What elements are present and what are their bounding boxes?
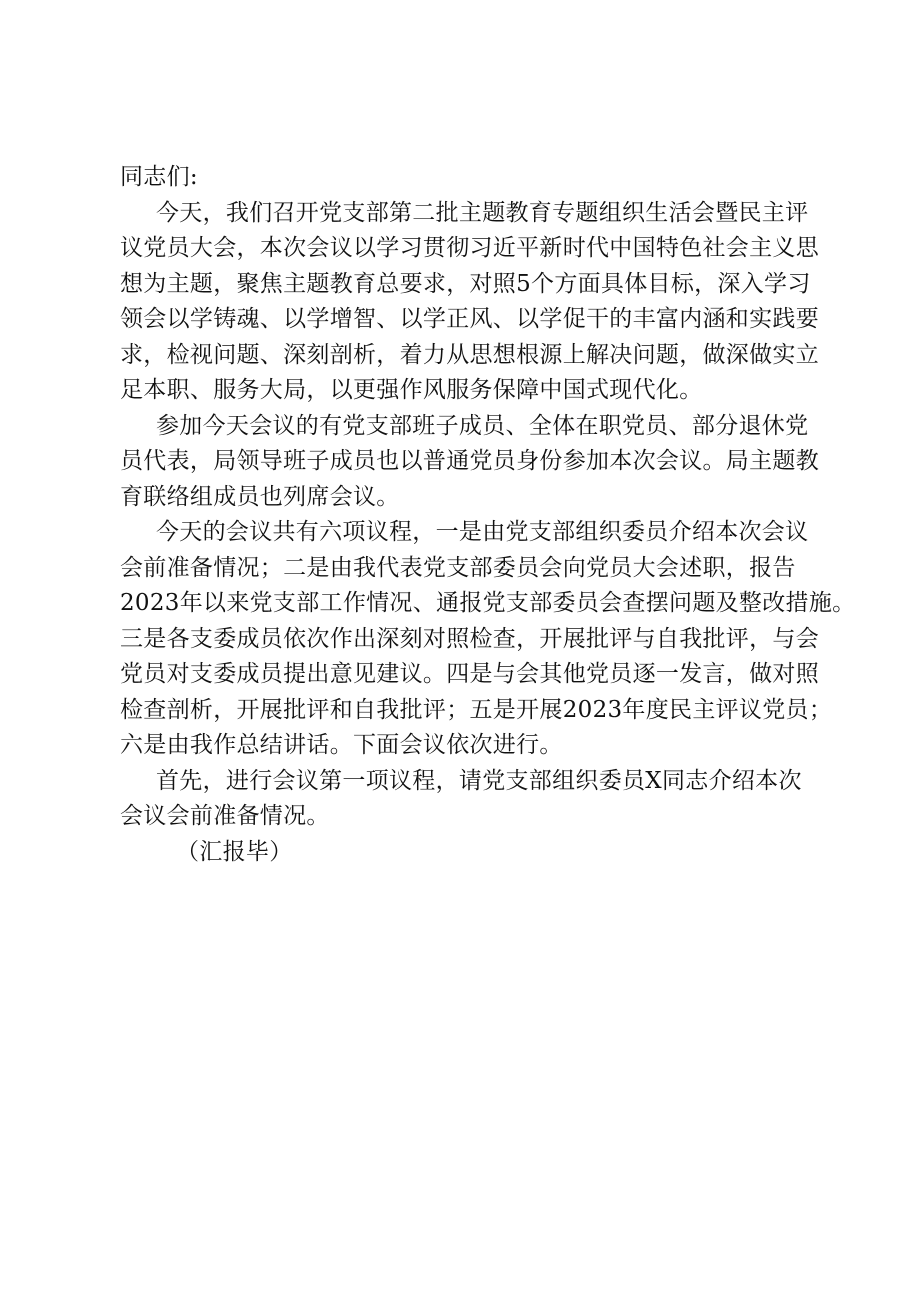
paragraph-line: 参加今天会议的有党支部班子成员、全体在职党员、部分退休党 [156, 412, 809, 439]
paragraph-opening [120, 196, 820, 409]
paragraph-agenda [120, 515, 856, 764]
paragraph-line: 党员对支委成员提出意见建议。四是与会其他党员逐一发言，做对照 [120, 661, 819, 687]
paragraph-line: 今天的会议共有六项议程，一是由党支部组织委员介绍本次会议 [156, 519, 809, 545]
report-finished-note: （汇报毕） [176, 838, 293, 865]
paragraph-line: 六是由我作总结讲话。下面会议依次进行。 [120, 732, 563, 758]
paragraph-line: 会议会前准备情况。 [120, 803, 330, 829]
paragraph-line: 今天，我们召开党支部第二批主题教育专题组织生活会暨民主评 [156, 199, 809, 226]
document-body [120, 160, 856, 870]
paragraph-line: 领会以学铸魂、以学增智、以学正风、以学促干的丰富内涵和实践要 [120, 306, 819, 332]
paragraph-line: 首先，进行会议第一项议程，请党支部组织委员X同志介绍本次 [156, 767, 802, 794]
paragraph-line: 检查剖析，开展批评和自我批评；五是开展2023年度民主评议党员； [120, 696, 833, 723]
paragraph-line: 员代表，局领导班子成员也以普通党员身份参加本次会议。局主题教 [120, 448, 819, 474]
paragraph-line: 育联络组成员也列席会议。 [120, 483, 400, 510]
paragraph-line: 议党员大会，本次会议以学习贯彻习近平新时代中国特色社会主义思 [120, 235, 819, 261]
paragraph-line: 三是各支委成员依次作出深刻对照检查，开展批评与自我批评，与会 [120, 625, 819, 652]
paragraph-line: 2023年以来党支部工作情况、通报党支部委员会查摆问题及整改措施。 [120, 590, 856, 616]
paragraph-line: 会前准备情况；二是由我代表党支部委员会向党员大会述职，报告 [120, 554, 796, 581]
paragraph-line: 想为主题，聚焦主题教育总要求，对照5个方面具体目标，深入学习 [120, 270, 811, 297]
salutation: 同志们: [120, 164, 198, 190]
paragraph-attendees [120, 409, 820, 516]
paragraph-line: 足本职、服务大局，以更强作风服务保障中国式现代化。 [120, 377, 703, 403]
paragraph-line: 求，检视问题、深刻剖析，着力从思想根源上解决问题，做深做实立 [120, 341, 819, 368]
paragraph-first-item [120, 764, 820, 835]
